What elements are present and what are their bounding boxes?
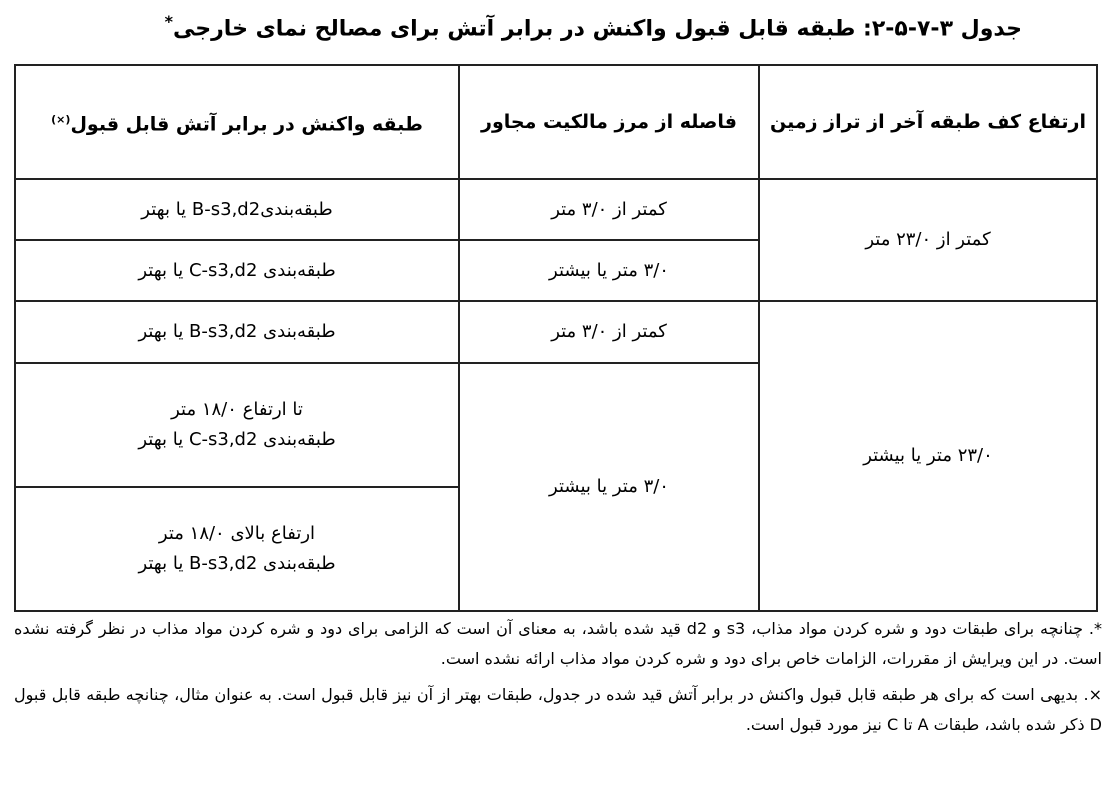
- header-class-text: طبقه واکنش در برابر آتش قابل قبول: [70, 113, 423, 136]
- header-class: [15, 65, 459, 179]
- table-title: [62, 4, 1022, 47]
- distance-cell: ۳/۰ متر یا بیشتر: [459, 363, 759, 611]
- header-row: [15, 65, 1097, 179]
- distance-cell: کمتر از ۳/۰ متر: [459, 179, 759, 240]
- footnote-1: *. چنانچه برای طبقات دود و شره کردن مواد مذاب، s3 و d2 قید شده باشد، به معنای آن است که الزامی برای دود و شره کردن مواد مذاب در نظر گرفته نشده است. در این ویرایش از مقررات، الزامات خاص برای دود و شره کردن مواد مذاب ارائه نشده است.: [14, 619, 1102, 668]
- footnote-2: ×. بدیهی است که برای هر طبقه قابل قبول واکنش در برابر آتش قید شده در جدول، طبقات بهتر از آن نیز قابل قبول است. به عنوان مثال، چنانچه طبقه قابل قبول D ذکر شده باشد، طبقات A تا C نیز مورد قبول است.: [14, 685, 1102, 734]
- class-cell: [15, 363, 459, 487]
- class-cell: طبقه‌بندی‌B-s3,d2 یا بهتر: [15, 179, 459, 240]
- title-footnote-mark: *: [164, 12, 174, 31]
- height-cell-low: کمتر از ۲۳/۰ متر: [759, 179, 1097, 301]
- table-title-text: جدول ۳-۷-۵-۲: طبقه قابل قبول واکنش در برابر آتش برای مصالح نمای خارجی: [173, 16, 1022, 42]
- class-cell-line: ارتفاع بالای ۱۸/۰ متر: [158, 523, 316, 544]
- class-cell: [15, 487, 459, 611]
- distance-cell: کمتر از ۳/۰ متر: [459, 301, 759, 363]
- footnotes: [14, 614, 1102, 746]
- table-row: [15, 179, 1097, 240]
- header-distance: فاصله از مرز مالکیت مجاور: [459, 65, 759, 179]
- class-cell: طبقه‌بندی B-s3,d2 یا بهتر: [15, 301, 459, 363]
- header-class-mark: (×): [51, 112, 71, 126]
- fire-reaction-table: [14, 64, 1098, 612]
- class-cell-line: طبقه‌بندی C-s3,d2 یا بهتر: [138, 429, 336, 450]
- height-cell-high: ۲۳/۰ متر یا بیشتر: [759, 301, 1097, 611]
- class-cell-line: طبقه‌بندی B-s3,d2 یا بهتر: [138, 553, 336, 574]
- distance-cell: ۳/۰ متر یا بیشتر: [459, 240, 759, 301]
- table-row: [15, 301, 1097, 363]
- class-cell-line: تا ارتفاع ۱۸/۰ متر: [171, 399, 303, 420]
- class-cell: طبقه‌بندی C-s3,d2 یا بهتر: [15, 240, 459, 301]
- header-height: ارتفاع کف طبقه آخر از تراز زمین: [759, 65, 1097, 179]
